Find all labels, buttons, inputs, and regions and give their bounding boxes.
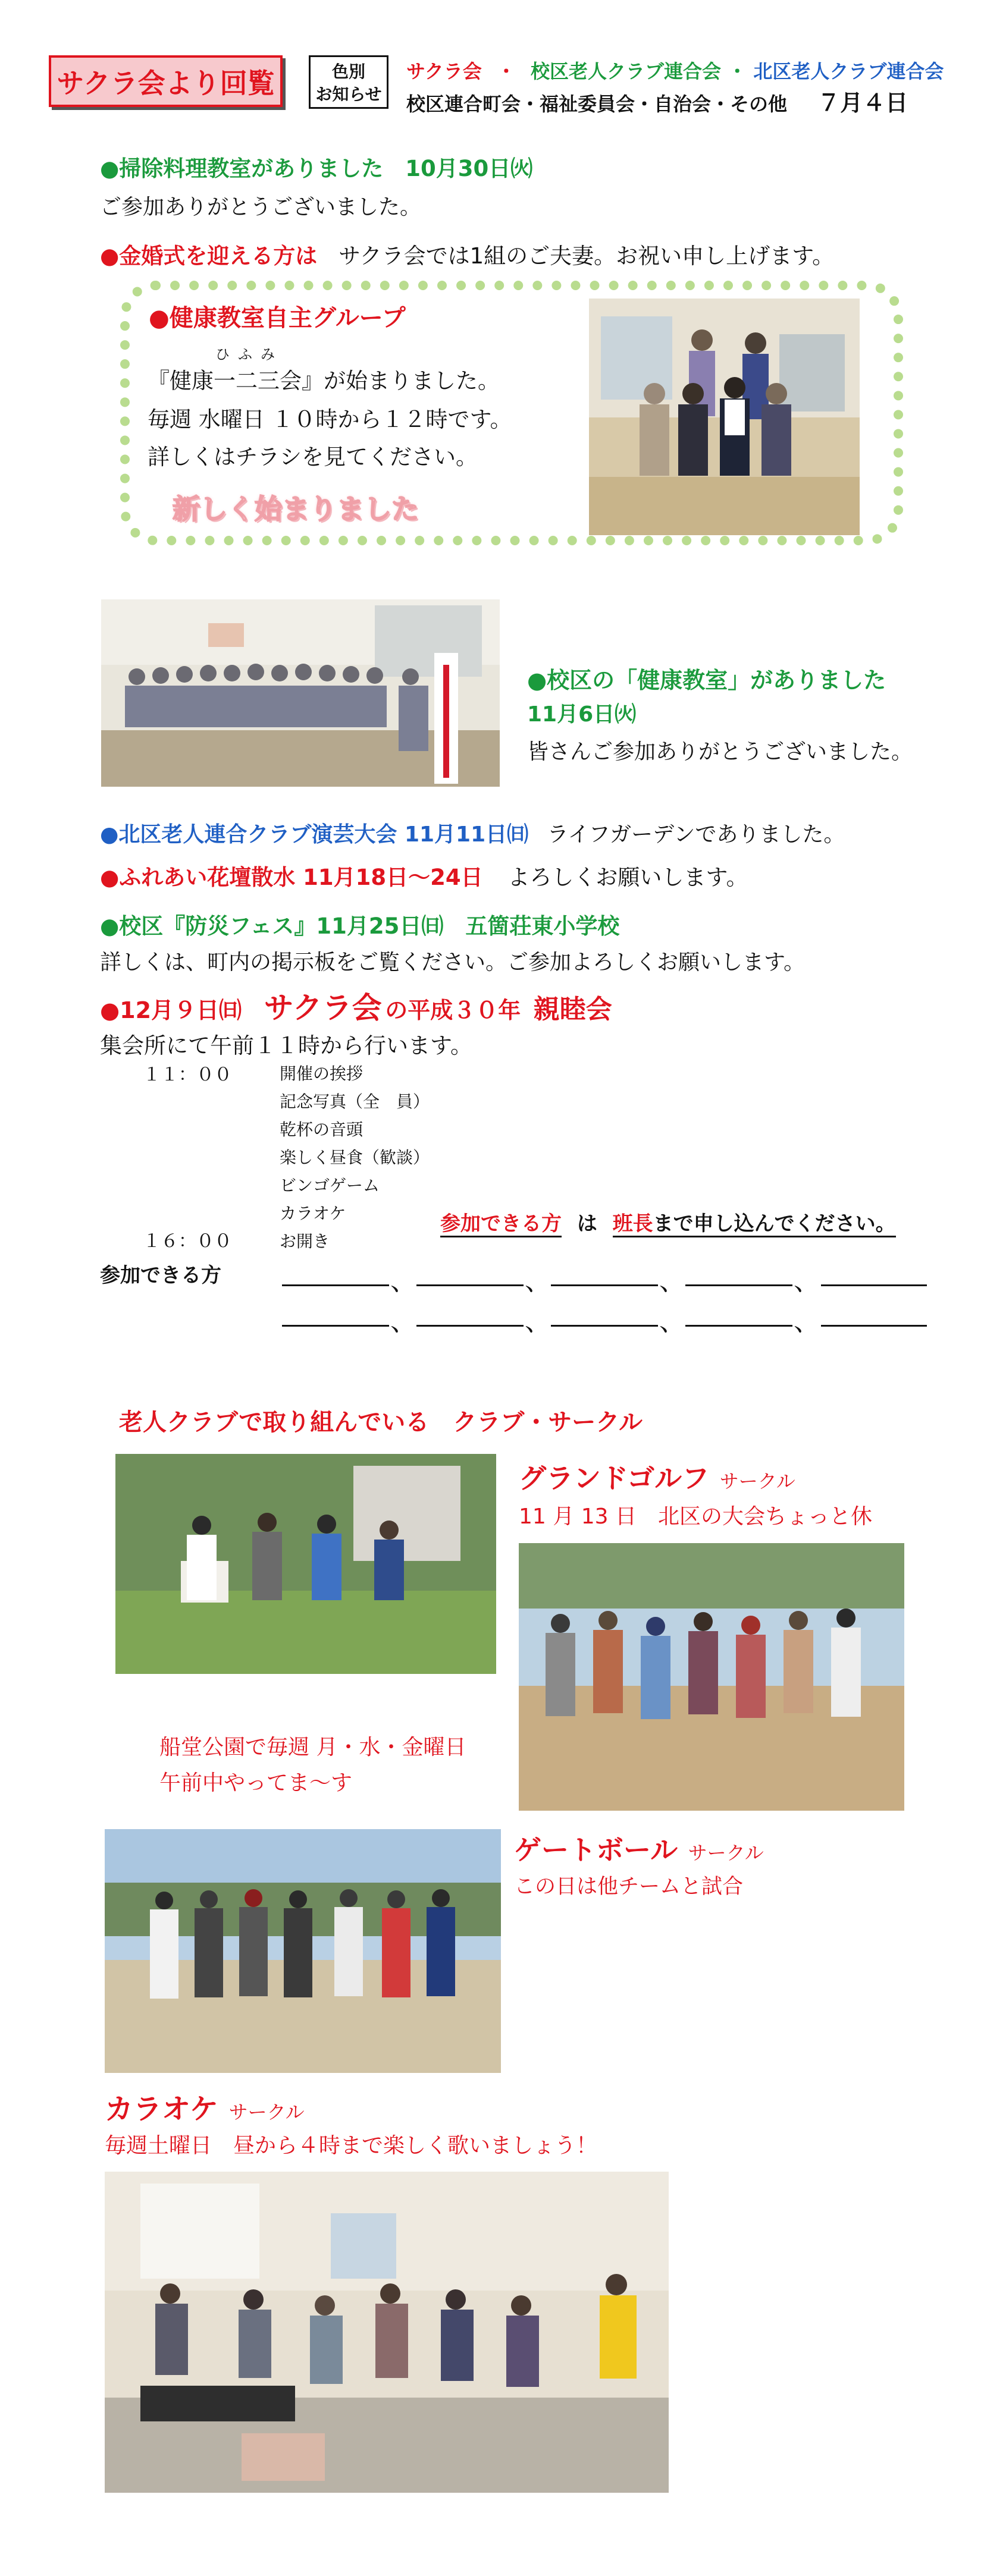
org-list-line2 <box>406 84 908 117</box>
separator: 、 <box>659 1306 685 1337</box>
gate-title-line <box>514 1829 764 1868</box>
program-item: お開き <box>280 1232 330 1251</box>
party-time-start: １１：００ <box>143 1064 232 1085</box>
separator: 、 <box>794 1266 820 1296</box>
event-engei <box>100 818 845 848</box>
golden-body: サクラ会では1組のご夫妻。お祝い申し上げます。 <box>339 243 835 269</box>
karaoke-note: 毎週土曜日 昼から４時まで楽しく歌いましょう！ <box>105 2134 598 2158</box>
golf-title-line <box>519 1457 795 1496</box>
event-engei-body: ライフガーデンでありました。 <box>547 822 845 847</box>
org-dot2: ・ <box>728 60 747 83</box>
health-group-line1: 『健康一二三会』が始まりました。 <box>148 368 500 394</box>
circles-heading: 老人クラブで取り組んでいる クラブ・サークル <box>119 1409 643 1436</box>
org-list-line2-text: 校区連合町会・福祉委員会・自治会・その他 <box>406 93 788 115</box>
karaoke-circle-word: サークル <box>228 2101 305 2123</box>
party-place: 集会所にて午前１１時から行います。 <box>100 1033 473 1058</box>
golden-title: ●金婚式を迎える方は <box>100 243 318 269</box>
apply-suffix: まで申し込んでください。 <box>653 1212 896 1237</box>
signup-line[interactable] <box>282 1325 389 1327</box>
health-class-title: ●校区の「健康教室」がありました <box>527 667 886 693</box>
apply-note <box>440 1207 896 1236</box>
signup-line[interactable] <box>282 1284 389 1286</box>
signup-line[interactable] <box>416 1284 524 1286</box>
health-class-photo <box>101 599 500 787</box>
signup-line[interactable] <box>821 1284 927 1286</box>
gate-title: ゲートボール <box>514 1834 678 1866</box>
golf-circle-word: サークル <box>719 1470 795 1493</box>
health-group-ruby: ひふみ <box>215 346 283 363</box>
golf-tournament-photo <box>519 1543 904 1811</box>
signup-line[interactable] <box>685 1325 792 1327</box>
golf-title: グランドゴルフ <box>519 1462 710 1494</box>
apply-mid: は <box>576 1212 597 1236</box>
party-heading <box>100 984 612 1027</box>
signup-line[interactable] <box>821 1325 927 1327</box>
health-group-title: ●健康教室自主グループ <box>149 304 406 332</box>
event-flower <box>100 859 748 891</box>
org-school-club: 校区老人クラブ連合会 <box>531 60 722 83</box>
program-item: ビンゴゲーム <box>280 1176 380 1195</box>
health-class-body: 皆さんご参加ありがとうございました。 <box>527 740 913 764</box>
health-group-photo <box>589 299 860 535</box>
circular-badge-text: サクラ会より回覧 <box>57 67 275 99</box>
separator: 、 <box>525 1266 551 1296</box>
new-start-stamp: 新しく始まりました <box>173 493 419 525</box>
event-bousai-body: 詳しくは、町内の掲示板をご覧ください。ご参加よろしくお願いします。 <box>100 950 806 975</box>
health-class-date: 11月6日㈫ <box>527 702 637 727</box>
golf-note: 11 月 13 日 北区の大会ちょっと休 <box>519 1504 872 1529</box>
separator: 、 <box>525 1306 551 1337</box>
participants-label: 参加できる方 <box>100 1264 221 1287</box>
issue-date: ７月４日 <box>817 90 908 116</box>
notice-line1: 色別 <box>331 62 365 81</box>
org-dot1: ・ <box>496 60 516 83</box>
circular-badge <box>49 55 283 107</box>
party-program <box>280 1060 430 1255</box>
party-time-end: １６：００ <box>143 1231 232 1252</box>
separator: 、 <box>794 1306 820 1337</box>
party-suffix: の平成３０年 <box>385 997 521 1023</box>
party-title: 親睦会 <box>533 994 612 1025</box>
notice-line2: お知らせ <box>315 84 382 104</box>
notice-box <box>309 55 388 109</box>
event-flower-body: よろしくお願いします。 <box>507 865 748 890</box>
karaoke-photo <box>105 2172 669 2493</box>
event-engei-title: ●北区老人連合クラブ演芸大会 11月11日㈰ <box>100 822 529 847</box>
party-org: サクラ会 <box>264 991 382 1025</box>
party-date: ●12月９日㈰ <box>100 997 242 1023</box>
golf-caption1: 船堂公園で毎週 月・水・金曜日 <box>159 1735 466 1760</box>
signup-line[interactable] <box>551 1325 658 1327</box>
karaoke-title: カラオケ <box>105 2093 219 2126</box>
health-group-line3: 詳しくはチラシを見てください。 <box>148 444 478 470</box>
program-item: 開催の挨拶 <box>280 1064 363 1083</box>
gateball-photo <box>105 1829 501 2073</box>
signup-line[interactable] <box>551 1284 658 1286</box>
apply-leader: 班長 <box>613 1212 653 1237</box>
org-sakura: サクラ会 <box>406 60 482 83</box>
separator: 、 <box>659 1266 685 1296</box>
program-item: 記念写真（全 員） <box>280 1092 430 1111</box>
golden-wedding <box>100 238 834 270</box>
gate-note: この日は他チームと試合 <box>514 1875 744 1899</box>
program-item: 乾杯の音頭 <box>280 1120 363 1139</box>
cleaning-title: ●掃除料理教室がありました 10月30日㈫ <box>100 156 533 181</box>
org-north-club: 北区老人クラブ連合会 <box>753 60 944 83</box>
gate-circle-word: サークル <box>688 1842 764 1864</box>
golf-group-photo <box>115 1454 496 1674</box>
event-bousai-title: ●校区『防災フェス』11月25日㈰ 五箇荘東小学校 <box>100 913 620 939</box>
event-flower-title: ●ふれあい花壇散水 11月18日～24日 <box>100 865 483 890</box>
signup-line[interactable] <box>685 1284 792 1286</box>
signup-line[interactable] <box>416 1325 524 1327</box>
program-item: カラオケ <box>280 1204 346 1223</box>
karaoke-title-line <box>105 2086 305 2127</box>
program-item: 楽しく昼食（歓談） <box>280 1148 430 1167</box>
golf-caption2: 午前中やってま～す <box>159 1771 353 1795</box>
health-group-line2: 毎週 水曜日 １０時から１２時です。 <box>148 407 512 432</box>
separator: 、 <box>390 1266 416 1296</box>
separator: 、 <box>390 1306 416 1337</box>
org-list <box>406 56 944 84</box>
cleaning-body: ご参加ありがとうございました。 <box>100 195 422 219</box>
apply-prefix: 参加できる方 <box>440 1212 562 1237</box>
